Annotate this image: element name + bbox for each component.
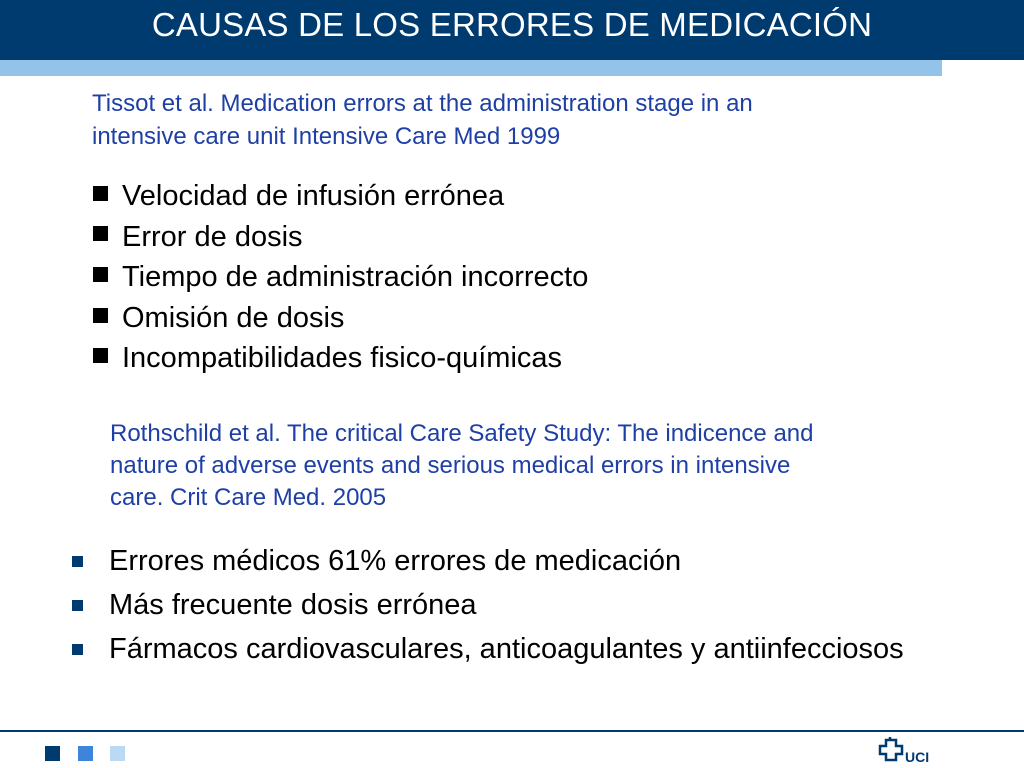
footer-divider	[0, 730, 1024, 732]
list-item-text: Omisión de dosis	[122, 301, 345, 334]
list-item-text: Tiempo de administración incorrecto	[122, 261, 589, 294]
accent-strip	[0, 60, 942, 76]
reference-rothschild-line-2: nature of adverse events and serious medical errors in intensive	[110, 452, 791, 479]
causes-list	[93, 176, 588, 379]
list-item	[72, 542, 952, 580]
reference-tissot-line-1: Tissot et al. Medication errors at the administration stage in an	[92, 90, 753, 117]
reference-tissot	[92, 87, 952, 153]
list-item	[93, 298, 588, 339]
logo-text: UCI	[905, 749, 930, 765]
list-item-text: Errores médicos 61% errores de medicación	[109, 545, 682, 577]
footer-square-dark	[45, 746, 60, 761]
footer-square-light	[110, 746, 125, 761]
list-item-text: Más frecuente dosis errónea	[109, 589, 477, 621]
list-item	[93, 176, 588, 217]
list-item	[93, 338, 588, 379]
square-bullet-icon	[93, 267, 108, 282]
square-bullet-icon	[72, 644, 83, 655]
square-bullet-icon	[93, 308, 108, 323]
reference-rothschild-line-3: care. Crit Care Med. 2005	[110, 484, 387, 511]
square-bullet-icon	[93, 186, 108, 201]
list-item-text: Incompatibilidades fisico-químicas	[122, 342, 563, 375]
list-item-text: Fármacos cardiovasculares, anticoagulantes y antiinfecciosos	[109, 633, 904, 665]
list-item-text: Velocidad de infusión errónea	[122, 180, 505, 212]
list-item	[72, 586, 952, 624]
list-item	[93, 217, 588, 258]
square-bullet-icon	[72, 600, 83, 611]
square-bullet-icon	[72, 556, 83, 567]
list-item	[72, 630, 952, 668]
reference-rothschild-line-1: Rothschild et al. The critical Care Safety Study: The indicence and	[110, 420, 814, 447]
list-item-text: Error de dosis	[122, 220, 303, 253]
list-item	[93, 257, 588, 298]
square-bullet-icon	[93, 226, 108, 241]
reference-tissot-line-2: intensive care unit Intensive Care Med 1999	[92, 123, 561, 150]
findings-list	[72, 542, 952, 674]
square-bullet-icon	[93, 348, 108, 363]
footer-square-medium	[78, 746, 93, 761]
reference-rothschild	[110, 418, 970, 514]
title-bar	[0, 0, 1024, 60]
slide-title: CAUSAS DE LOS ERRORES DE MEDICACIÓN	[151, 6, 873, 43]
